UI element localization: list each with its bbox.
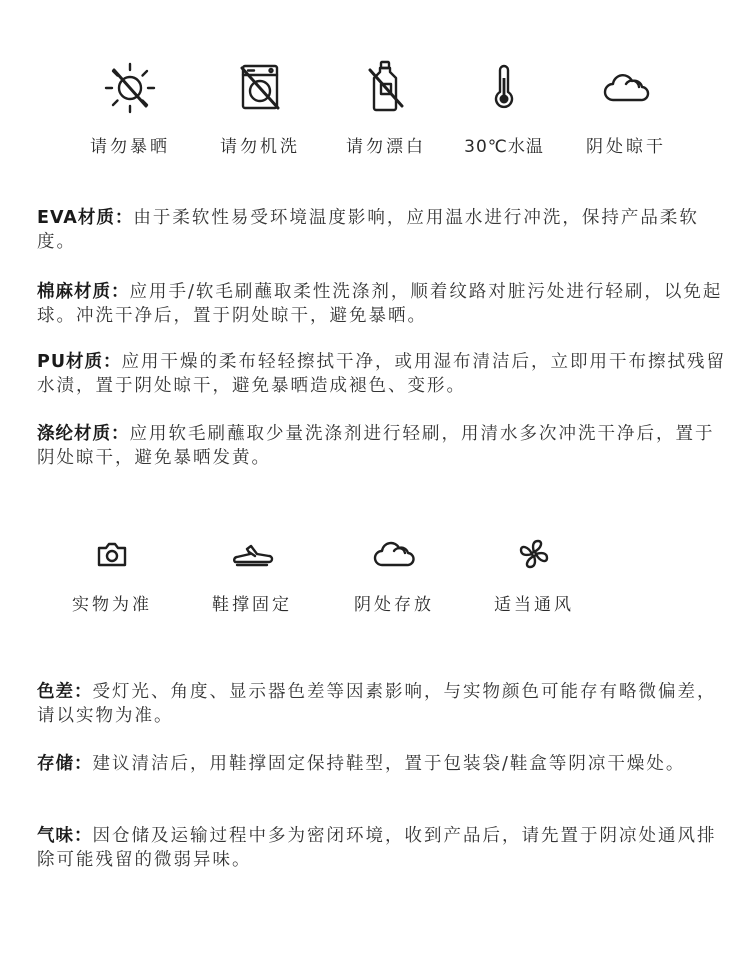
storage-label: 适当通风 — [494, 595, 574, 615]
care-label: 30℃水温 — [464, 137, 544, 157]
care-label: 请勿机洗 — [220, 137, 300, 157]
storage-note-odor — [37, 824, 727, 872]
material-note-cotton-linen — [37, 280, 727, 328]
bleach-bottle-crossed-icon — [356, 58, 416, 118]
storage-label: 实物为准 — [72, 595, 152, 615]
camera-icon — [92, 534, 132, 574]
note-key: 色差： — [37, 682, 93, 702]
note-text: 因仓储及运输过程中多为密闭环境，收到产品后，请先置于阴凉处通风排除可能残留的微弱异味。 — [37, 826, 717, 870]
note-key: 涤纶材质： — [37, 424, 130, 444]
cloud-icon — [596, 58, 656, 118]
note-text: 应用手/软毛刷蘸取柔性洗涤剂，顺着纹路对脏污处进行轻刷，以免起球。冲洗干净后，置于阴处晾干，避免暴晒。 — [37, 282, 723, 326]
storage-item-shoe-tree — [182, 534, 322, 615]
cloud-icon — [369, 534, 419, 574]
note-text: 由于柔软性易受环境温度影响，应用温水进行冲洗，保持产品柔软度。 — [37, 208, 699, 252]
care-label: 请勿暴晒 — [90, 137, 170, 157]
care-label: 请勿漂白 — [346, 137, 426, 157]
material-note-eva — [37, 206, 727, 254]
care-item-water-temp — [434, 58, 574, 157]
material-note-polyester — [37, 422, 727, 470]
sun-crossed-icon — [100, 58, 160, 118]
storage-item-shade-store — [324, 534, 464, 615]
storage-note-storage — [37, 752, 727, 776]
storage-note-color-difference — [37, 680, 727, 728]
storage-label: 阴处存放 — [354, 595, 434, 615]
storage-item-actual-product — [42, 534, 182, 615]
note-key: 存储： — [37, 754, 93, 774]
note-key: 棉麻材质： — [37, 282, 130, 302]
shoe-tree-icon — [227, 534, 277, 574]
note-text: 应用干燥的柔布轻轻擦拭干净，或用湿布清洁后，立即用干布擦拭残留水渍，置于阴处晾干，避免暴晒造成褪色、变形。 — [37, 352, 727, 396]
note-key: 气味： — [37, 826, 93, 846]
storage-icon-row — [0, 534, 750, 654]
note-text: 应用软毛刷蘸取少量洗涤剂进行轻刷，用清水多次冲洗干净后，置于阴处晾干，避免暴晒发黄。 — [37, 424, 715, 468]
care-item-no-sun — [60, 58, 200, 157]
thermometer-icon — [474, 58, 534, 118]
material-note-pu — [37, 350, 727, 398]
care-item-shade-dry — [556, 58, 696, 157]
storage-label: 鞋撑固定 — [212, 595, 292, 615]
care-label: 阴处晾干 — [586, 137, 666, 157]
fan-icon — [514, 534, 554, 574]
note-key: EVA材质： — [37, 208, 134, 228]
note-key: PU材质： — [37, 352, 122, 372]
care-icon-row — [0, 58, 750, 178]
note-text: 受灯光、角度、显示器色差等因素影响，与实物颜色可能存有略微偏差，请以实物为准。 — [37, 682, 717, 726]
note-text: 建议清洁后，用鞋撑固定保持鞋型，置于包装袋/鞋盒等阴凉干燥处。 — [92, 754, 686, 774]
storage-item-ventilation — [464, 534, 604, 615]
washing-machine-crossed-icon — [230, 58, 290, 118]
care-item-no-machine-wash — [190, 58, 330, 157]
